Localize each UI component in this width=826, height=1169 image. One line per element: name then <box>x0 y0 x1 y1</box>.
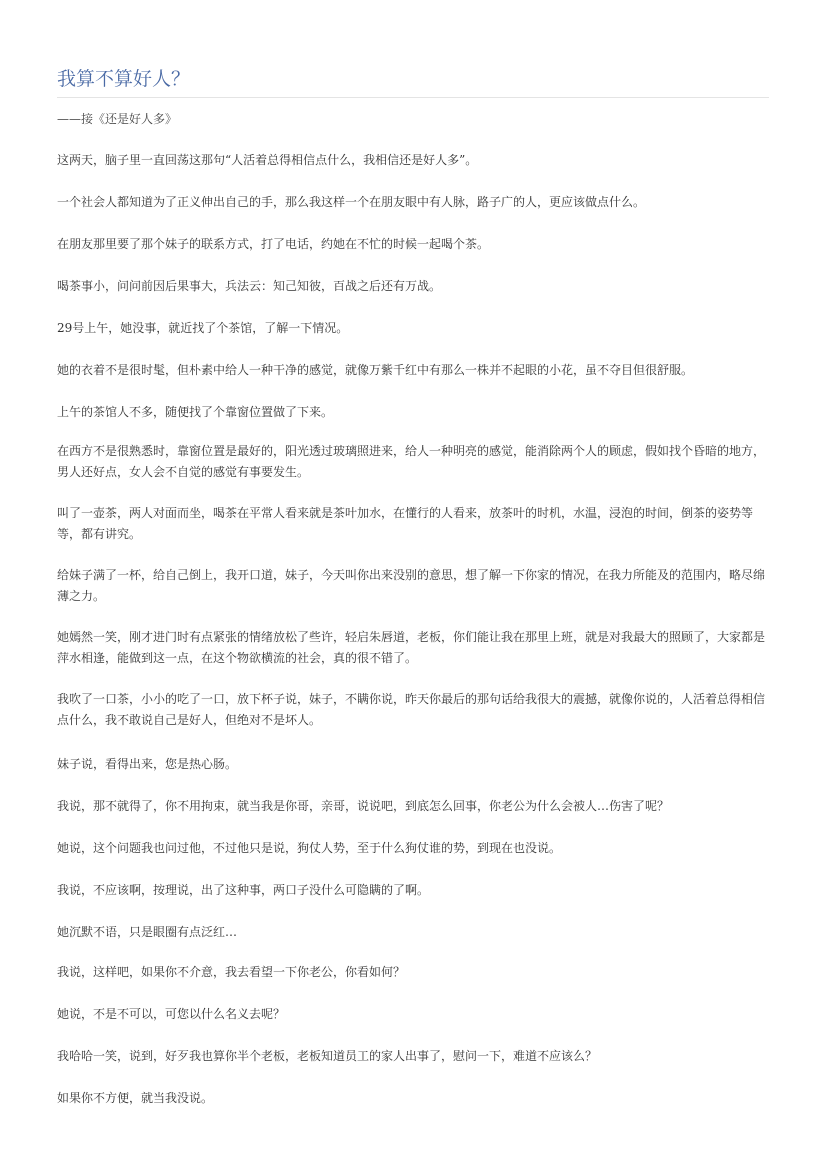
article-subtitle: ——接《还是好人多》 <box>57 112 178 126</box>
paragraph-11: 她嫣然一笑，刚才进门时有点紧张的情绪放松了些许，轻启朱唇道，老板，你们能让我在那里上班，就是对我最大的照顾了，大家都是萍水相逢，能做到这一点，在这个物欲横流的社会，真的很不错了。 <box>57 630 766 665</box>
paragraph-3: 在朋友那里要了那个妹子的联系方式，打了电话，约她在不忙的时候一起喝个茶。 <box>57 237 490 251</box>
paragraph-18: 我说，这样吧，如果你不介意，我去看望一下你老公，你看如何？ <box>57 965 406 979</box>
paragraph-7: 上午的茶馆人不多，随便找了个靠窗位置做了下来。 <box>57 405 334 419</box>
paragraph-6: 她的衣着不是很时髦，但朴素中给人一种干净的感觉，就像万紫千红中有那么一株并不起眼的小花，虽不夺目但很舒服。 <box>57 363 694 377</box>
paragraph-19: 她说，不是不可以，可您以什么名义去呢？ <box>57 1007 286 1021</box>
paragraph-2: 一个社会人都知道为了正义伸出自己的手，那么我这样一个在朋友眼中有人脉，路子广的人，更应该做点什么。 <box>57 195 646 209</box>
paragraph-4: 喝茶事小，问问前因后果事大，兵法云：知己知彼，百战之后还有万战。 <box>57 279 442 293</box>
paragraph-1: 这两天，脑子里一直回荡这那句“人活着总得相信点什么，我相信还是好人多”。 <box>57 153 478 167</box>
paragraph-20: 我哈哈一笑，说到，好歹我也算你半个老板，老板知道员工的家人出事了，慰问一下，难道不应该么？ <box>57 1049 598 1063</box>
paragraph-5: 29号上午，她没事，就近找了个茶馆，了解一下情况。 <box>57 321 349 335</box>
paragraph-15: 她说，这个问题我也问过他，不过他只是说，狗仗人势，至于什么狗仗谁的势，到现在也没说。 <box>57 841 562 855</box>
paragraph-17: 她沉默不语，只是眼圈有点泛红… <box>57 925 238 939</box>
paragraph-16: 我说，不应该啊，按理说，出了这种事，两口子没什么可隐瞒的了啊。 <box>57 883 430 897</box>
paragraph-13: 妹子说，看得出来，您是热心肠。 <box>57 757 238 771</box>
paragraph-21: 如果你不方便，就当我没说。 <box>57 1091 214 1105</box>
paragraph-12: 我吹了一口茶，小小的吃了一口，放下杯子说，妹子，不瞒你说，昨天你最后的那句话给我很大的震撼，就像你说的，人活着总得相信点什么，我不敢说自己是好人，但绝对不是坏人。 <box>57 692 766 727</box>
paragraph-14: 我说，那不就得了，你不用拘束，就当我是你哥，亲哥，说说吧，到底怎么回事，你老公为什么会被人…伤害了呢？ <box>57 799 670 813</box>
paragraph-10: 给妹子满了一杯，给自己倒上，我开口道，妹子，今天叫你出来没别的意思，想了解一下你家的情况，在我力所能及的范围内，略尽绵薄之力。 <box>57 568 766 603</box>
title-divider <box>57 97 769 98</box>
article-title: 我算不算好人？ <box>57 68 191 90</box>
paragraph-9: 叫了一壶茶，两人对面而坐，喝茶在平常人看来就是茶叶加水，在懂行的人看来，放茶叶的时机，水温，浸泡的时间，倒茶的姿势等等，都有讲究。 <box>57 506 754 541</box>
paragraph-8: 在西方不是很熟悉时，靠窗位置是最好的，阳光透过玻璃照进来，给人一种明亮的感觉，能消除两个人的顾虑，假如找个昏暗的地方，男人还好点，女人会不自觉的感觉有事要发生。 <box>57 444 766 479</box>
